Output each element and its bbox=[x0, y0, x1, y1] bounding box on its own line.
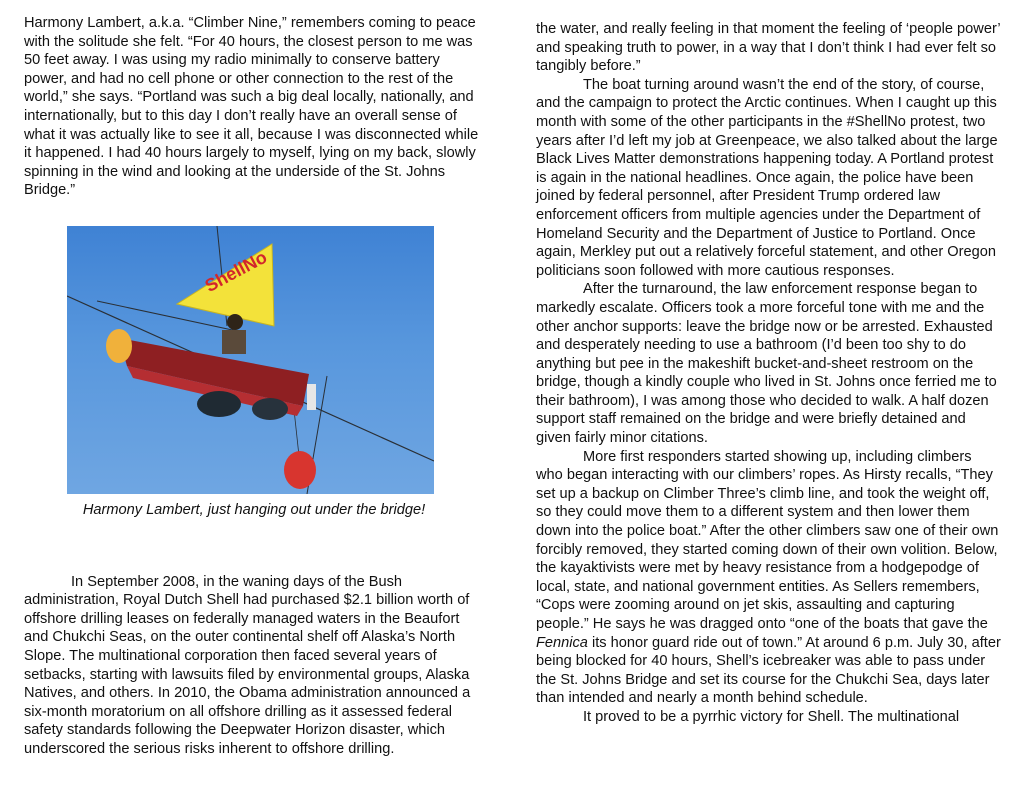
paragraph-people-power: the water, and really feeling in that moment the feeling of ‘people power’ and speaking truth to power, in a way that I don’t think I had ever felt so tangibly before.” bbox=[536, 21, 1001, 75]
photo-caption: Harmony Lambert, just hanging out under the bridge! bbox=[82, 501, 426, 518]
paragraph-first-responders: More first responders started showing up, including climbers who began interacting with our climbers’ ropes. As Hirsty recalls, “They set up a backup on Climber Three’s climb line, and took the weight off, so they could move them to a different system and then lower them down into the police boat.” After the other climbers saw one of their own forcibly removed, they started coming down of their own volition. Below, the kayaktivists were met by heavy resistance from a hodgepodge of local, state, and national government entities. As Sellers remembers, “Cops were zooming around on jet skis, assaulting and capturing people.” He says he was dragged onto “one of the boats that gave the Fennica its honor guard ride out of town.” At around 6 p.m. July 30, after being blocked for 40 hours, Shell’s icebreaker was able to pass under the St. Johns Bridge and set its course for the Chukchi Sea, days later than intended and nearly a month behind schedule. bbox=[536, 448, 1001, 707]
left-column bbox=[24, 14, 484, 758]
ship-name: Fennica bbox=[536, 634, 588, 651]
paragraph-boat-turning: The boat turning around wasn’t the end of the story, of course, and the campaign to protect the Arctic continues. When I caught up this month with some of the other participants in the #ShellNo protest, two years after I’d left my job at Greenpeace, we also talked about the large Black Lives Matter demonstrations happening today. A Portland protest is again in the national headlines. Once again, the police have been joined by federal personnel, after President Trump ordered law enforcement officers from multiple agencies under the Department of Homeland Security and the Department of Justice to Portland. Once again, Merkley put out a relatively forceful statement, and other Oregon politicians soon followed with more cautious responses. bbox=[536, 76, 998, 279]
paragraph-climber-nine: Harmony Lambert, a.k.a. “Climber Nine,” remembers coming to peace with the solitude she felt. “For 40 hours, the closest person to me was 50 feet away. I was using my radio minimally to conserve battery power, and had no cell phone or other connection to the rest of the world,” she says. “Portland was such a big deal locally, nationally, and internationally, but to this day I don’t really have an overall sense of what it was actually like to see it all, because I was disconnected while it happened. I had 40 hours largely to myself, lying on my back, slowly spinning in the wind and looking at the underside of the St. Johns Bridge.” bbox=[24, 15, 479, 199]
paragraph-law-enforcement: After the turnaround, the law enforcement response began to markedly escalate. Officers took a more forceful tone with me and the other anchor supports: leave the bridge now or be arrested. Exhausted and desperately needing to use a bathroom (I’d been too shy to do anything but pee in the makeshift bucket-and-sheet restroom on the bridge, though a kindly couple who lived in St. Johns once ferried me to their bathroom), I was among those who decided to walk. A half dozen support staff remained on the bridge and were briefly detained and given fairly minor citations. bbox=[536, 281, 997, 447]
paragraph-shell-leases: In September 2008, in the waning days of the Bush administration, Royal Dutch Shell had purchased $2.1 billion worth of offshore drilling leases on federally managed waters in the Beaufort and Chukchi Seas, on the outer continental shelf off Alaska’s North Slope. The multinational corporation then faced several years of setbacks, starting with lawsuits filed by environmental groups, Alaska Natives, and others. In 2010, the Obama administration announced a six-month moratorium on all offshore drilling as it assessed federal safety standards following the Deepwater Horizon disaster, which underscored the serious risks inherent to offshore drilling. bbox=[24, 573, 471, 757]
photo-climber-hammock bbox=[67, 226, 434, 494]
paragraph-pyrrhic-victory: It proved to be a pyrrhic victory for Shell. The multinational bbox=[583, 708, 960, 725]
photo-illustration bbox=[67, 226, 434, 494]
flag-text: ShellNo bbox=[201, 246, 271, 296]
right-column bbox=[536, 20, 1002, 727]
